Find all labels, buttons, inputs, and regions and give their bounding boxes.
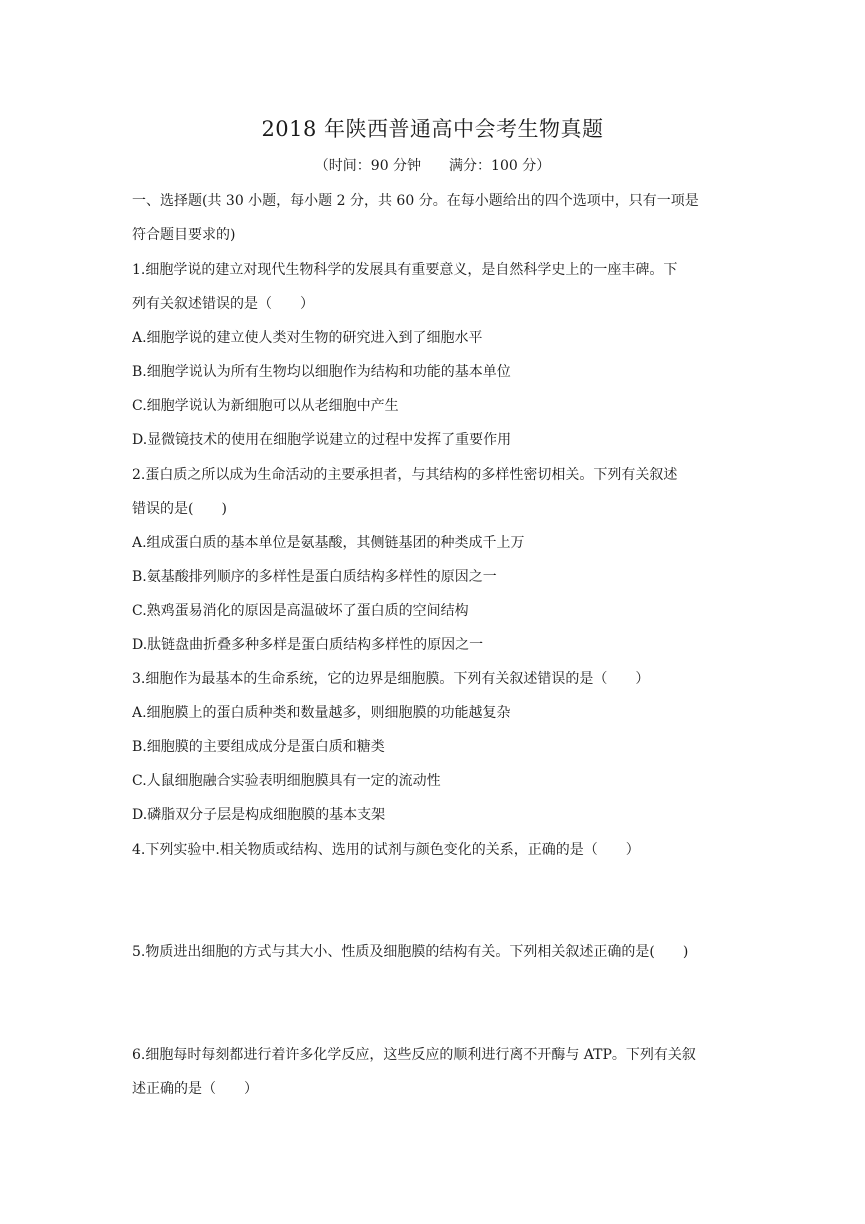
question-5-stem-line-1: 5.物质进出细胞的方式与其大小、性质及细胞膜的结构有关。下列相关叙述正确的是( ) — [132, 944, 689, 960]
question-2-option-c: C.熟鸡蛋易消化的原因是高温破坏了蛋白质的空间结构 — [132, 603, 469, 619]
question-3-option-c: C.人鼠细胞融合实验表明细胞膜具有一定的流动性 — [132, 773, 441, 789]
exam-title: 2018 年陕西普通高中会考生物真题 — [261, 117, 604, 141]
question-2-option-b: B.氨基酸排列顺序的多样性是蛋白质结构多样性的原因之一 — [132, 569, 497, 585]
question-1-stem-line-1: 1.细胞学说的建立对现代生物科学的发展具有重要意义，是自然科学史上的一座丰碑。下 — [132, 262, 678, 278]
question-2-option-d: D.肽链盘曲折叠多种多样是蛋白质结构多样性的原因之一 — [132, 637, 484, 653]
exam-subtitle — [0, 156, 865, 176]
question-4-stem-line-1: 4.下列实验中.相关物质或结构、选用的试剂与颜色变化的关系，正确的是（ ） — [132, 842, 640, 858]
exam-time: （时间：90 分钟 — [314, 158, 422, 174]
exam-score: 满分：100 分） — [449, 158, 551, 174]
question-3-stem-line-1: 3.细胞作为最基本的生命系统，它的边界是细胞膜。下列有关叙述错误的是（ ） — [132, 671, 650, 687]
question-1-option-c: C.细胞学说认为新细胞可以从老细胞中产生 — [132, 398, 399, 414]
section-heading-line-1: 一、选择题(共 30 小题，每小题 2 分，共 60 分。在每小题给出的四个选项中，只有一项是 — [132, 193, 699, 209]
question-6-stem-line-1: 6.细胞每时每刻都进行着许多化学反应，这些反应的顺利进行离不开酶与 ATP。下列有关叙 — [132, 1047, 696, 1063]
question-3-option-a: A.细胞膜上的蛋白质种类和数量越多，则细胞膜的功能越复杂 — [132, 705, 511, 721]
question-1-option-b: B.细胞学说认为所有生物均以细胞作为结构和功能的基本单位 — [132, 364, 511, 380]
question-2-stem-line-1: 2.蛋白质之所以成为生命活动的主要承担者，与其结构的多样性密切相关。下列有关叙述 — [132, 467, 678, 483]
section-heading-line-2: 符合题目要求的) — [132, 227, 236, 243]
question-1-stem-line-2: 列有关叙述错误的是（ ） — [132, 296, 314, 312]
question-6-stem-line-2: 述正确的是（ ） — [132, 1081, 258, 1097]
question-1-option-a: A.细胞学说的建立使人类对生物的研究进入到了细胞水平 — [132, 330, 483, 346]
question-3-option-d: D.磷脂双分子层是构成细胞膜的基本支架 — [132, 807, 386, 823]
question-1-option-d: D.显微镜技术的使用在细胞学说建立的过程中发挥了重要作用 — [132, 432, 512, 448]
question-3-option-b: B.细胞膜的主要组成成分是蛋白质和糖类 — [132, 739, 385, 755]
question-2-option-a: A.组成蛋白质的基本单位是氨基酸，其侧链基团的种类成千上万 — [132, 535, 525, 551]
question-2-stem-line-2: 错误的是( ) — [132, 501, 227, 517]
